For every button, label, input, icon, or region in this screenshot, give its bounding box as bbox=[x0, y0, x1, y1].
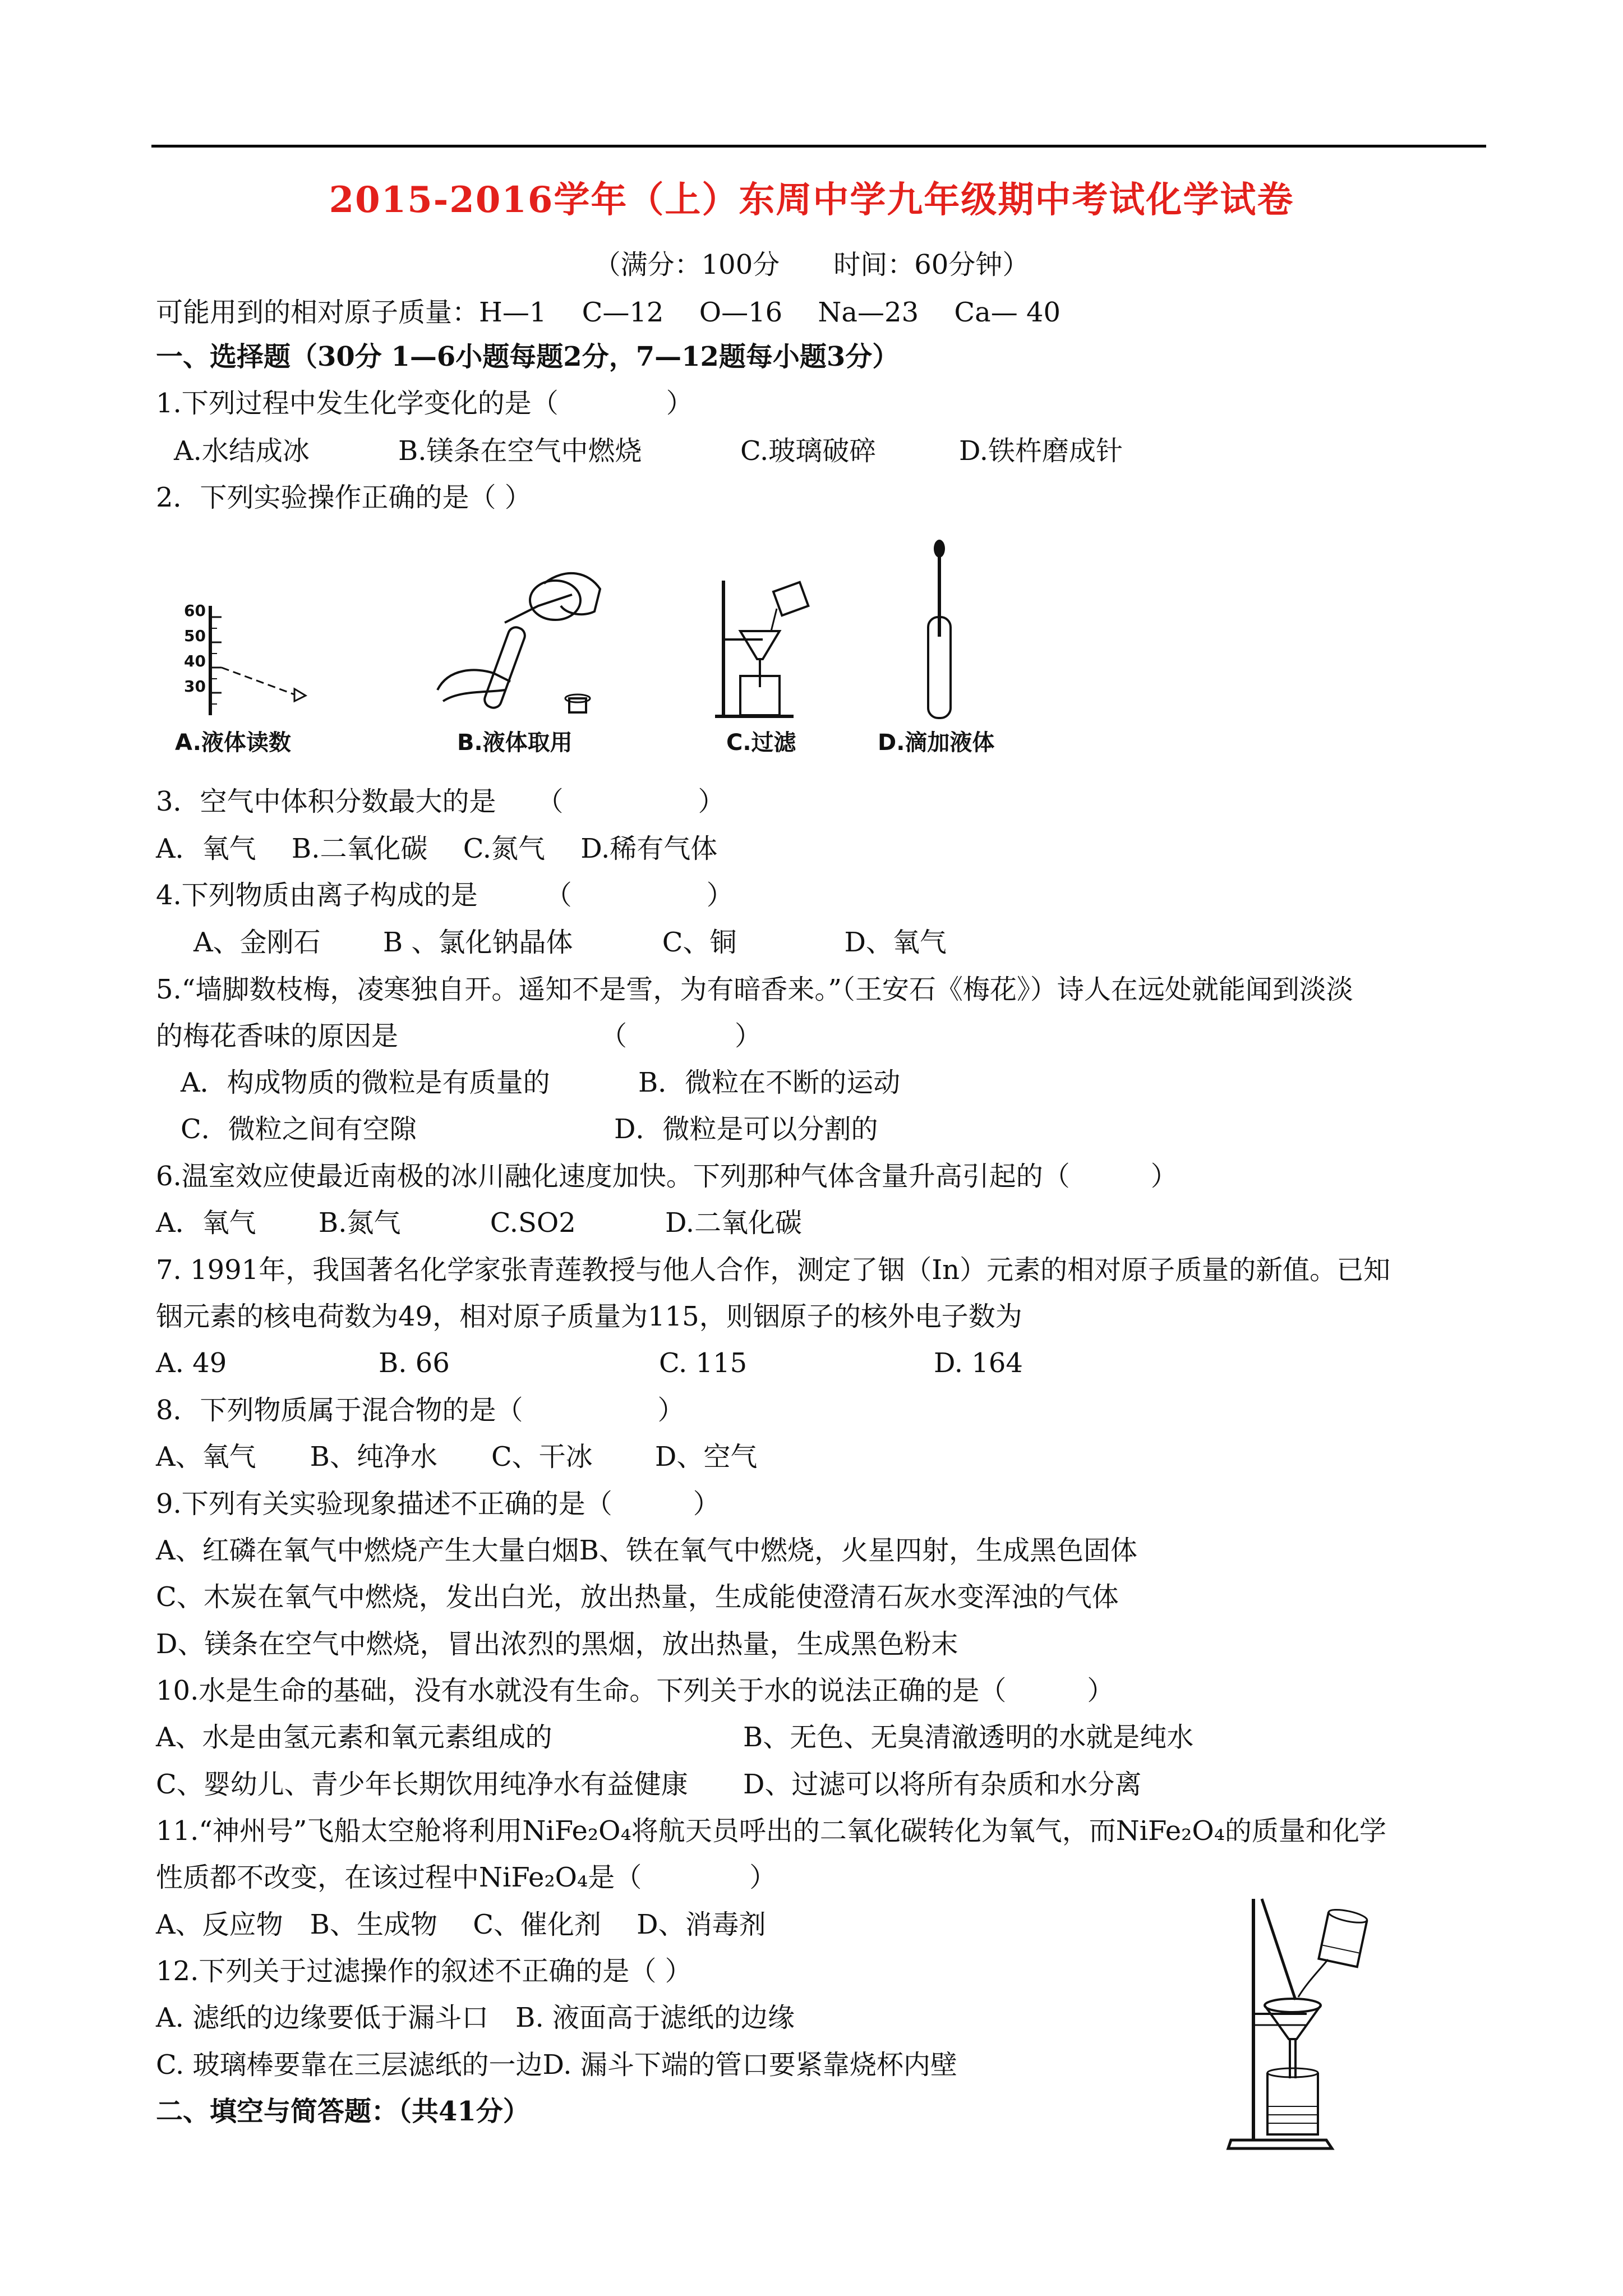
scale-tick-30: 30 bbox=[184, 677, 206, 696]
scale-tick-60: 60 bbox=[184, 601, 206, 620]
figure-c-label: C.过滤 bbox=[726, 730, 796, 756]
exam-subtitle: （满分：100分 时间：60分钟） bbox=[593, 249, 1030, 280]
question-1-option-b: B.镁条在空气中燃烧 bbox=[398, 435, 642, 467]
figure-d-label: D.滴加液体 bbox=[878, 730, 995, 756]
question-10-option-c: C、婴幼儿、青少年长期饮用纯净水有益健康 bbox=[156, 1769, 688, 1800]
exam-title: 2015-2016学年（上）东周中学九年级期中考试化学试卷 bbox=[329, 179, 1294, 221]
question-1-stem: 1.下列过程中发生化学变化的是（ ） bbox=[156, 388, 693, 419]
question-11-stem-line1: 11.“神州号”飞船太空舱将利用NiFe₂O₄将航天员呼出的二氧化碳转化为氧气，而NiFe₂O₄的质量和化学 bbox=[156, 1815, 1386, 1847]
filtration-apparatus-figure bbox=[1228, 1893, 1391, 2157]
question-12-stem: 12.下列关于过滤操作的叙述不正确的是（ ） bbox=[156, 1955, 692, 1987]
question-1-option-a: A.水结成冰 bbox=[174, 435, 310, 467]
question-4-stem: 4.下列物质由离子构成的是 （ ） bbox=[156, 880, 734, 911]
question-5-option-b: B．微粒在不断的运动 bbox=[638, 1067, 901, 1098]
question-5-stem-line2: 的梅花香味的原因是 （ ） bbox=[156, 1020, 762, 1052]
header-rule bbox=[151, 145, 1486, 148]
question-1-option-d: D.铁杵磨成针 bbox=[959, 435, 1123, 467]
question-3-stem: 3．空气中体积分数最大的是 （ ） bbox=[156, 786, 725, 817]
question-2-stem: 2．下列实验操作正确的是（ ） bbox=[156, 482, 532, 513]
question-1-option-c: C.玻璃破碎 bbox=[740, 435, 877, 467]
section-1-heading: 一、选择题（30分 1—6小题每题2分，7—12题每小题3分） bbox=[156, 341, 900, 372]
question-11-options: A、反应物 B、生成物 C、催化剂 D、消毒剂 bbox=[156, 1909, 766, 1940]
figure-a-label: A.液体读数 bbox=[175, 730, 291, 756]
figure-d-dropper bbox=[914, 539, 970, 724]
question-7-option-c: C. 115 bbox=[659, 1347, 748, 1379]
figure-b-pouring bbox=[426, 561, 611, 724]
question-6-stem: 6.温室效应使最近南极的冰川融化速度加快。下列那种气体含量升高引起的（ ） bbox=[156, 1161, 1178, 1192]
question-8-stem: 8．下列物质属于混合物的是（ ） bbox=[156, 1395, 685, 1426]
question-10-stem: 10.水是生命的基础，没有水就没有生命。下列关于水的说法正确的是（ ） bbox=[156, 1675, 1114, 1706]
atomic-masses: 可能用到的相对原子质量：H—1 C—12 O—16 Na—23 Ca— 40 bbox=[156, 297, 1061, 328]
scale-tick-50: 50 bbox=[184, 627, 206, 645]
question-12-options-ab: A. 滤纸的边缘要低于漏斗口 B. 液面高于滤纸的边缘 bbox=[156, 2002, 795, 2033]
figure-b-label: B.液体取用 bbox=[457, 730, 573, 756]
section-2-heading: 二、填空与简答题：（共41分） bbox=[156, 2096, 530, 2127]
question-9-option-c: C、木炭在氧气中燃烧，发出白光，放出热量，生成能使澄清石灰水变浑浊的气体 bbox=[156, 1581, 1119, 1613]
question-7-option-d: D. 164 bbox=[934, 1347, 1023, 1379]
question-9-stem: 9.下列有关实验现象描述不正确的是（ ） bbox=[156, 1488, 720, 1520]
question-9-option-d: D、镁条在空气中燃烧，冒出浓烈的黑烟，放出热量，生成黑色粉末 bbox=[156, 1628, 958, 1660]
question-10-option-a: A、水是由氢元素和氧元素组成的 bbox=[156, 1722, 552, 1753]
question-7-stem-line2: 铟元素的核电荷数为49，相对原子质量为115，则铟原子的核外电子数为 bbox=[156, 1301, 1022, 1332]
question-9-options-ab: A、红磷在氧气中燃烧产生大量白烟B、铁在氧气中燃烧，火星四射，生成黑色固体 bbox=[156, 1535, 1137, 1566]
question-4-options: A、金刚石 B 、氯化钠晶体 C、铜 D、氧气 bbox=[193, 927, 947, 958]
question-5-option-d: D．微粒是可以分割的 bbox=[614, 1114, 878, 1145]
question-8-options: A、氧气 B、纯净水 C、干冰 D、空气 bbox=[156, 1441, 758, 1473]
question-11-stem-line2: 性质都不改变，在该过程中NiFe₂O₄是（ ） bbox=[156, 1862, 777, 1893]
question-12-options-cd: C. 玻璃棒要靠在三层滤纸的一边D. 漏斗下端的管口要紧靠烧杯内壁 bbox=[156, 2049, 957, 2081]
question-10-option-b: B、无色、无臭清澈透明的水就是纯水 bbox=[743, 1722, 1194, 1753]
question-5-stem-line1: 5.“墙脚数枝梅，凌寒独自开。遥知不是雪，为有暗香来。”（王安石《梅花》）诗人在远处就能闻到淡淡 bbox=[156, 974, 1353, 1005]
scale-tick-40: 40 bbox=[184, 652, 206, 670]
question-10-option-d: D、过滤可以将所有杂质和水分离 bbox=[743, 1769, 1142, 1800]
question-5-option-a: A．构成物质的微粒是有质量的 bbox=[181, 1067, 550, 1098]
question-7-option-b: B. 66 bbox=[379, 1347, 450, 1379]
question-7-stem-line1: 7. 1991年，我国著名化学家张青莲教授与他人合作，测定了铟（In）元素的相对原子质量的新值。已知 bbox=[156, 1254, 1391, 1286]
figure-c-filtration bbox=[709, 575, 822, 724]
question-3-options: A．氧气 B.二氧化碳 C.氮气 D.稀有气体 bbox=[156, 833, 718, 864]
question-5-option-c: C．微粒之间有空隙 bbox=[181, 1114, 417, 1145]
question-7-option-a: A. 49 bbox=[156, 1347, 227, 1379]
question-6-options: A．氧气 B.氮气 C.SO2 D.二氧化碳 bbox=[156, 1207, 803, 1239]
